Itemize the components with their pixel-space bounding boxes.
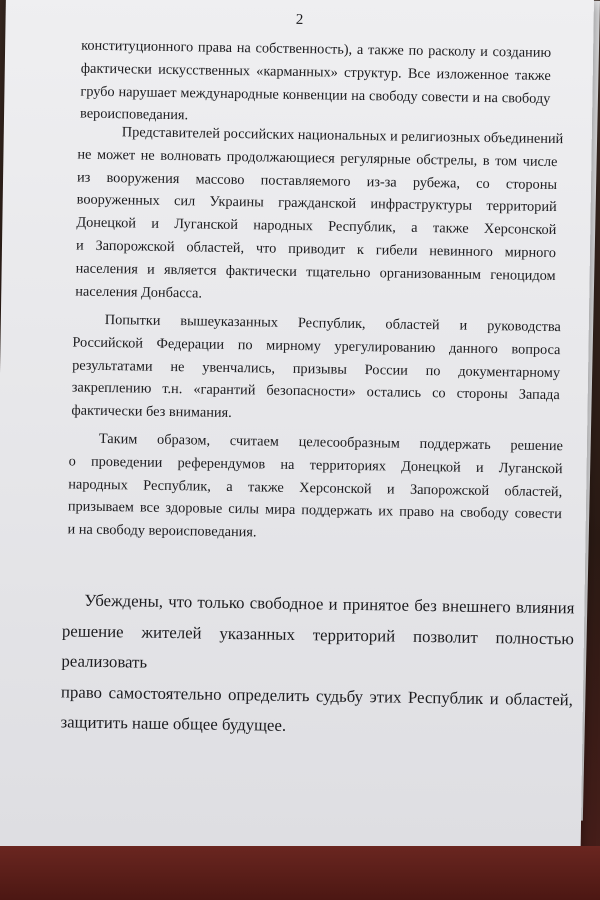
text-line: и на свободу вероисповедания. bbox=[67, 521, 257, 541]
text-line: Таким образом, считаем целесообразным поддержать решение bbox=[98, 430, 564, 455]
text-line: решение жителей указанных территорий позволит полностью реализовать bbox=[61, 620, 575, 672]
text-line: вероисповедания. bbox=[79, 105, 189, 124]
text-line: Российской Федерации по мирному урегулированию данного вопроса bbox=[72, 334, 561, 358]
text-line: фактически без внимания. bbox=[71, 402, 232, 422]
text-line: результатами не увенчались, призывы России по документарному bbox=[72, 357, 561, 381]
text-line: о проведении референдумов на территориях Донецкой и Луганской bbox=[68, 453, 563, 477]
text-line: Убеждены, что только свободное и принятое без внешнего влияния bbox=[84, 590, 575, 618]
text-line: населения Донбасса. bbox=[75, 283, 203, 302]
text-line: Донецкой и Луганской народных Республик, а также Херсонской bbox=[76, 214, 557, 239]
paragraph-2 bbox=[75, 121, 564, 311]
text-line: фактически искусственных «карманных» структур. Все изложенное также bbox=[80, 60, 551, 84]
text-line: и Запорожской областей, что приводит к гибели невинного мирного bbox=[75, 237, 557, 262]
page-number: 2 bbox=[295, 11, 304, 29]
paragraph-5 bbox=[60, 585, 574, 746]
text-line: населения и является фактически тщательно организованным геноцидом bbox=[75, 260, 556, 284]
text-line: право самостоятельно определить судьбу этих Республик и областей, bbox=[60, 681, 574, 709]
text-line: Попытки вышеуказанных Республик, областей и руководства bbox=[104, 311, 561, 336]
text-line: грубо нарушает международные конвенции на свободу совести и на свободу bbox=[80, 83, 551, 107]
paragraph-4 bbox=[67, 427, 563, 549]
text-line: конституционного права на собственность), а также по расколу и созданию bbox=[81, 37, 552, 61]
text-line: Представителей российских национальных и религиозных объединений bbox=[121, 124, 564, 148]
text-line: из вооружения массово поставляемого из-за рубежа, со стороны bbox=[76, 169, 558, 193]
text-line: вооруженных сил Украины гражданской инфраструктуры территорий bbox=[76, 191, 557, 216]
text-line: защитить наше общее будущее. bbox=[60, 712, 287, 735]
table-edge bbox=[0, 846, 600, 900]
text-line: закреплению т.н. «гарантий безопасности» остались со стороны Запада bbox=[71, 379, 560, 404]
text-line: не может не волновать продолжающиеся регулярные обстрелы, в том числе bbox=[77, 146, 558, 170]
text-line: народных Республик, а также Херсонской и Запорожской областей, bbox=[68, 476, 563, 500]
paragraph-3 bbox=[71, 308, 561, 430]
paragraph-1 bbox=[80, 35, 551, 134]
text-line: призываем все здоровые силы мира поддержать их право на свободу совести bbox=[67, 498, 562, 523]
